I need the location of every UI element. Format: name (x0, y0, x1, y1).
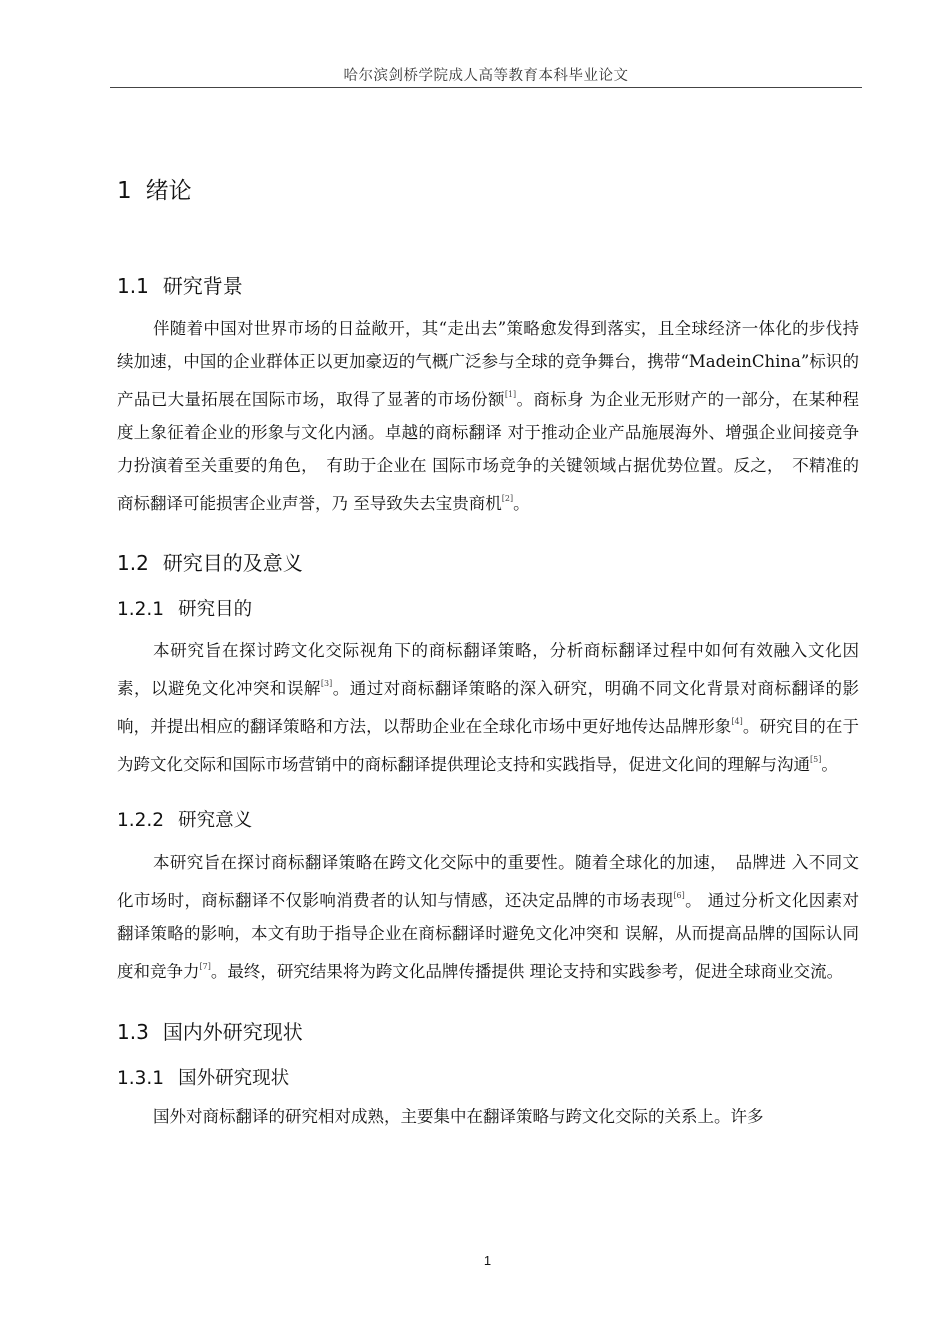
chapter-number: 1 (117, 178, 132, 204)
subsection-title: 国外研究现状 (178, 1068, 290, 1089)
paragraph-foreign-research (117, 1100, 859, 1133)
section-number: 1.2 (117, 551, 149, 575)
text-run: 。最终，研究结果将为跨文化品牌传播提供 理论支持和实践参考，促进全球商业交流。 (210, 962, 844, 981)
section-number: 1.3 (117, 1020, 149, 1044)
text-run: 。 通过分析文化因素对翻译策略的影响，本文有助于指导企业在商标翻译时避免文化冲突和 误解，从而提高品牌的国际认同度和竞争力 (117, 891, 860, 981)
subsection-heading-1-2-1 (117, 595, 252, 621)
paragraph-background (117, 312, 859, 520)
section-number: 1.1 (117, 274, 149, 298)
section-heading-1-1 (117, 270, 243, 299)
paragraph-significance (117, 846, 859, 988)
subsection-title: 研究目的 (178, 599, 253, 620)
text-run: 。 (821, 755, 838, 774)
text-run: 伴随着中国对世界市场的日益敞开，其“走出去”策略愈发得到落实，且全球经济一体化的步伐持续加速，中国的企业群体正以更加豪迈的气概广泛参与全球的竞争舞台，携带“MadeinChina”标识的产品已大量拓展在国际市场，取得了显著的市场份额 (117, 319, 859, 409)
section-heading-1-3 (117, 1016, 303, 1045)
subsection-heading-1-2-2 (117, 806, 252, 832)
section-heading-1-2 (117, 547, 303, 576)
subsection-number: 1.2.2 (117, 810, 165, 831)
subsection-number: 1.2.1 (117, 599, 165, 620)
header-rule (110, 87, 862, 88)
paragraph-purpose (117, 634, 859, 781)
text-run: 。 (513, 494, 530, 513)
subsection-number: 1.3.1 (117, 1068, 165, 1089)
text-run: 。商标身 为企业无形财产的一部分，在某种程度上象征着企业的形象与文化内涵。卓越的商标翻译 对于推动企业产品施展海外、增强企业间接竞争力扮演着至关重要的角色， 有助于企业在 国际市场竞争的关键领域占据优势位置。反之， 不精准的商标翻译可能损害企业声誉，乃 至导致失去宝贵商机 (117, 390, 860, 513)
subsection-heading-1-3-1 (117, 1064, 289, 1090)
citation: [4] (731, 717, 743, 726)
citation: [7] (199, 962, 211, 971)
text-run: 。通过对商标翻译策略的深入研究，明确不同文化背景对商标翻译的影响，并提出相应的翻译策略和方法，以帮助企业在全球化市场中更好地传达品牌形象 (117, 679, 860, 736)
section-title: 国内外研究现状 (162, 1020, 303, 1044)
running-header: 哈尔滨剑桥学院成人高等教育本科毕业论文 (343, 68, 629, 84)
chapter-title: 绪论 (145, 178, 192, 204)
citation: [6] (673, 891, 685, 900)
citation: [3] (320, 679, 333, 688)
page-number: 1 (483, 1253, 492, 1268)
citation: [5] (810, 755, 822, 764)
section-title: 研究背景 (162, 274, 243, 298)
section-title: 研究目的及意义 (162, 551, 303, 575)
subsection-title: 研究意义 (178, 810, 253, 831)
text-run: 本研究旨在探讨商标翻译策略在跨文化交际中的重要性。随着全球化的加速， 品牌进 入不同文化市场时，商标翻译不仅影响消费者的认知与情感，还决定品牌的市场表现 (117, 853, 859, 910)
chapter-heading (117, 172, 192, 205)
citation: [2] (501, 494, 514, 503)
text-run: 。研究目的在于为跨文化交际和国际市场营销中的商标翻译提供理论支持和实践指导，促进文化间的理解与沟通 (117, 717, 860, 774)
text-run: 本研究旨在探讨跨文化交际视角下的商标翻译策略，分析商标翻译过程中如何有效融入文化因素，以避免文化冲突和误解 (117, 641, 859, 698)
text-run: 国外对商标翻译的研究相对成熟，主要集中在翻译策略与跨文化交际的关系上。许多 (153, 1107, 764, 1126)
citation: [1] (504, 390, 517, 399)
